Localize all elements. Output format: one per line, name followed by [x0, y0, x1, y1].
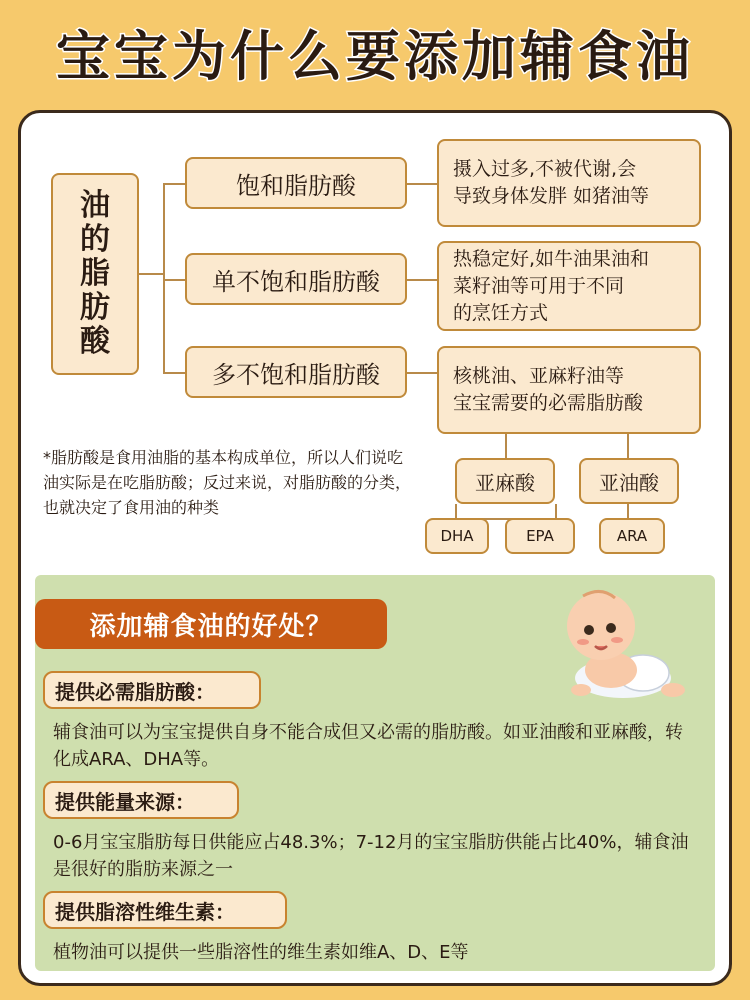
benefit-heading: 提供脂溶性维生素： [43, 891, 287, 929]
connector [163, 279, 185, 281]
root-box [51, 173, 139, 375]
desc-monounsaturated: 热稳定好,如牛油果油和 菜籽油等可用于不同 的烹饪方式 [437, 241, 701, 331]
acid-linoleic: 亚油酸 [579, 458, 679, 504]
root-char: 的 [80, 222, 110, 257]
benefit-heading: 提供必需脂肪酸： [43, 671, 261, 709]
benefits-title: 添加辅食油的好处？ [35, 599, 387, 649]
baby-illustration [553, 578, 693, 708]
acid-linolenic: 亚麻酸 [455, 458, 555, 504]
connector [163, 183, 185, 185]
connector [555, 504, 557, 518]
category-polyunsaturated: 多不饱和脂肪酸 [185, 346, 407, 398]
content-card [18, 110, 732, 986]
footnote: *脂肪酸是食用油脂的基本构成单位，所以人们说吃油实际是在吃脂肪酸；反过来说，对脂肪酸的分类，也就决定了食用油的种类 [43, 448, 412, 517]
derivative-ara: ARA [599, 518, 665, 554]
connector [407, 372, 437, 374]
connector [505, 434, 507, 458]
connector [627, 434, 629, 458]
category-monounsaturated: 单不饱和脂肪酸 [185, 253, 407, 305]
root-char: 脂 [80, 256, 110, 291]
connector [407, 183, 437, 185]
desc-saturated: 摄入过多,不被代谢,会 导致身体发胖 如猪油等 [437, 139, 701, 227]
connector [163, 372, 185, 374]
derivative-epa: EPA [505, 518, 575, 554]
root-char: 油 [80, 188, 110, 223]
benefit-text: 植物油可以提供一些脂溶性的维生素如维A、D、E等 [53, 942, 469, 963]
connector [627, 504, 629, 518]
connector [407, 279, 437, 281]
page-title: 宝宝为什么要添加辅食油 [56, 25, 694, 88]
connector [163, 183, 165, 373]
desc-polyunsaturated: 核桃油、亚麻籽油等 宝宝需要的必需脂肪酸 [437, 346, 701, 434]
connector [455, 504, 457, 518]
derivative-dha: DHA [425, 518, 489, 554]
benefit-text: 辅食油可以为宝宝提供自身不能合成但又必需的脂肪酸。如亚油酸和亚麻酸，转化成ARA、DHA等。 [53, 722, 683, 770]
root-char: 酸 [80, 324, 110, 359]
category-saturated: 饱和脂肪酸 [185, 157, 407, 209]
benefit-heading: 提供能量来源： [43, 781, 239, 819]
benefit-text: 0-6月宝宝脂肪每日供能应占48.3%；7-12月的宝宝脂肪供能占比40%，辅食油是很好的脂肪来源之一 [53, 832, 689, 880]
root-char: 肪 [80, 290, 110, 325]
connector [139, 273, 163, 275]
